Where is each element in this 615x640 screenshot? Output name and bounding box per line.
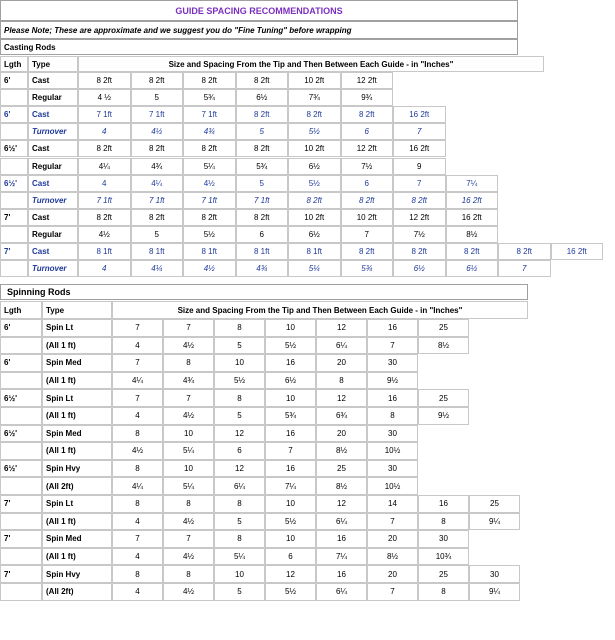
guide-spacing-cell: 16 bbox=[265, 425, 316, 443]
guide-spacing-cell: 4½ bbox=[163, 407, 214, 425]
guide-spacing-cell: 6½ bbox=[236, 89, 289, 106]
rod-length-cell bbox=[0, 477, 42, 495]
guide-spacing-cell: 8 2ft bbox=[341, 192, 394, 209]
guide-spacing-cell: 4¼ bbox=[112, 372, 163, 390]
guide-spacing-cell: 5½ bbox=[288, 123, 341, 140]
guide-spacing-cell: 10 bbox=[163, 425, 214, 443]
guide-spacing-cell: 5 bbox=[236, 175, 289, 192]
guide-spacing-cell: 12 bbox=[214, 425, 265, 443]
guide-spacing-cell: 5 bbox=[214, 513, 265, 531]
rod-type-cell: Spin Lt bbox=[42, 495, 112, 513]
rod-length-cell bbox=[0, 372, 42, 390]
guide-spacing-cell: 12 2ft bbox=[341, 140, 394, 157]
rod-length-cell: 6' bbox=[0, 354, 42, 372]
rod-length-cell: 6' bbox=[0, 319, 42, 337]
guide-spacing-cell: 10¾ bbox=[418, 548, 469, 566]
guide-spacing-cell: 7 bbox=[163, 319, 214, 337]
guide-spacing-cell: 5½ bbox=[288, 175, 341, 192]
rod-length-cell: 7' bbox=[0, 209, 28, 226]
guide-spacing-cell: 16 2ft bbox=[446, 209, 499, 226]
rod-length-cell bbox=[0, 548, 42, 566]
spinning-header-type: Type bbox=[42, 301, 112, 319]
casting-header-spacing: Size and Spacing From the Tip and Then Between Each Guide - in "Inches" bbox=[78, 56, 544, 72]
guide-spacing-cell: 7 bbox=[393, 123, 446, 140]
guide-spacing-cell: 10 bbox=[265, 389, 316, 407]
guide-spacing-cell: 4 bbox=[78, 260, 131, 277]
guide-spacing-cell: 9 bbox=[393, 158, 446, 175]
rod-type-cell: Cast bbox=[28, 243, 78, 260]
guide-spacing-cell: 4¾ bbox=[131, 158, 184, 175]
guide-spacing-cell: 7 bbox=[498, 260, 551, 277]
guide-spacing-cell: 7 1ft bbox=[131, 192, 184, 209]
guide-spacing-cell: 9¼ bbox=[469, 513, 520, 531]
rod-length-cell: 6½' bbox=[0, 460, 42, 478]
rod-length-cell: 7' bbox=[0, 243, 28, 260]
rod-length-cell bbox=[0, 260, 28, 277]
guide-spacing-cell: 8 bbox=[163, 354, 214, 372]
rod-type-cell: Spin Med bbox=[42, 354, 112, 372]
guide-spacing-cell: 8 2ft bbox=[131, 140, 184, 157]
guide-spacing-cell: 7 bbox=[112, 354, 163, 372]
guide-spacing-cell: 8 2ft bbox=[236, 209, 289, 226]
guide-spacing-cell: 8 1ft bbox=[78, 243, 131, 260]
guide-spacing-cell: 16 2ft bbox=[446, 192, 499, 209]
rod-length-cell: 6' bbox=[0, 106, 28, 123]
guide-spacing-cell: 6¼ bbox=[214, 477, 265, 495]
guide-spacing-cell: 7 bbox=[163, 530, 214, 548]
guide-spacing-cell: 8 1ft bbox=[183, 243, 236, 260]
rod-length-cell: 7' bbox=[0, 495, 42, 513]
guide-spacing-cell: 12 bbox=[316, 319, 367, 337]
guide-spacing-cell: 4¾ bbox=[163, 372, 214, 390]
guide-spacing-cell: 10 bbox=[214, 354, 265, 372]
guide-spacing-cell: 4 ½ bbox=[78, 89, 131, 106]
guide-spacing-cell: 16 bbox=[316, 565, 367, 583]
rod-type-cell: (All 2ft) bbox=[42, 583, 112, 601]
rod-type-cell: Turnover bbox=[28, 192, 78, 209]
guide-spacing-cell: 16 bbox=[367, 389, 418, 407]
guide-spacing-cell: 10 bbox=[163, 460, 214, 478]
guide-spacing-cell: 16 2ft bbox=[551, 243, 604, 260]
guide-spacing-cell: 10½ bbox=[367, 442, 418, 460]
guide-spacing-cell: 8 2ft bbox=[183, 72, 236, 89]
guide-spacing-cell: 6 bbox=[341, 123, 394, 140]
guide-spacing-cell: 4½ bbox=[163, 583, 214, 601]
guide-spacing-cell: 8 2ft bbox=[341, 243, 394, 260]
guide-spacing-cell: 8 2ft bbox=[393, 192, 446, 209]
guide-spacing-cell: 4½ bbox=[163, 337, 214, 355]
guide-spacing-cell: 4¼ bbox=[131, 260, 184, 277]
guide-spacing-cell: 6¼ bbox=[316, 513, 367, 531]
guide-spacing-cell: 30 bbox=[418, 530, 469, 548]
guide-spacing-cell: 5¼ bbox=[183, 158, 236, 175]
guide-spacing-cell: 8 2ft bbox=[78, 72, 131, 89]
guide-spacing-cell: 8 1ft bbox=[288, 243, 341, 260]
rod-type-cell: (All 1 ft) bbox=[42, 372, 112, 390]
guide-spacing-cell: 12 2ft bbox=[341, 72, 394, 89]
guide-spacing-cell: 5¼ bbox=[163, 442, 214, 460]
rod-length-cell bbox=[0, 123, 28, 140]
guide-spacing-cell: 6½ bbox=[288, 226, 341, 243]
guide-spacing-cell: 6½ bbox=[446, 260, 499, 277]
rod-length-cell bbox=[0, 583, 42, 601]
guide-spacing-cell: 8 1ft bbox=[131, 243, 184, 260]
guide-spacing-cell: 8 2ft bbox=[288, 192, 341, 209]
guide-spacing-cell: 16 2ft bbox=[393, 140, 446, 157]
guide-spacing-cell: 7¼ bbox=[316, 548, 367, 566]
guide-spacing-cell: 7 bbox=[265, 442, 316, 460]
guide-spacing-cell: 5 bbox=[214, 337, 265, 355]
guide-spacing-cell: 8 2ft bbox=[236, 72, 289, 89]
guide-spacing-cell: 6¾ bbox=[316, 407, 367, 425]
rod-type-cell: Cast bbox=[28, 175, 78, 192]
rod-length-cell: 7' bbox=[0, 530, 42, 548]
rod-type-cell: Spin Lt bbox=[42, 389, 112, 407]
guide-spacing-cell: 7 1ft bbox=[236, 192, 289, 209]
spinning-rods-heading: Spinning Rods bbox=[0, 284, 528, 300]
rod-length-cell bbox=[0, 192, 28, 209]
guide-spacing-cell: 7 bbox=[367, 337, 418, 355]
guide-spacing-cell: 8½ bbox=[446, 226, 499, 243]
guide-spacing-cell: 6 bbox=[236, 226, 289, 243]
guide-spacing-cell: 8 2ft bbox=[498, 243, 551, 260]
casting-header-type: Type bbox=[28, 56, 78, 72]
guide-spacing-cell: 10 2ft bbox=[341, 209, 394, 226]
guide-spacing-cell: 8 bbox=[316, 372, 367, 390]
guide-spacing-cell: 8 bbox=[214, 495, 265, 513]
guide-spacing-cell: 5 bbox=[131, 226, 184, 243]
guide-spacing-cell: 5 bbox=[214, 407, 265, 425]
guide-spacing-cell: 4 bbox=[112, 407, 163, 425]
guide-spacing-cell: 10 2ft bbox=[288, 140, 341, 157]
guide-spacing-cell: 6½ bbox=[265, 372, 316, 390]
guide-spacing-cell: 5¾ bbox=[236, 158, 289, 175]
page-title: GUIDE SPACING RECOMMENDATIONS bbox=[0, 0, 518, 21]
guide-spacing-cell: 8 bbox=[214, 530, 265, 548]
rod-length-cell: 6½' bbox=[0, 389, 42, 407]
rod-type-cell: Spin Med bbox=[42, 425, 112, 443]
guide-spacing-cell: 7¼ bbox=[446, 175, 499, 192]
casting-header-length: Lgth bbox=[0, 56, 28, 72]
guide-spacing-cell: 20 bbox=[316, 354, 367, 372]
rod-type-cell: Cast bbox=[28, 72, 78, 89]
guide-spacing-cell: 10 2ft bbox=[288, 209, 341, 226]
rod-length-cell bbox=[0, 158, 28, 175]
guide-spacing-cell: 6½ bbox=[393, 260, 446, 277]
guide-spacing-cell: 5¼ bbox=[163, 477, 214, 495]
guide-spacing-cell: 7 1ft bbox=[78, 192, 131, 209]
rod-length-cell: 6½' bbox=[0, 425, 42, 443]
guide-spacing-cell: 7¼ bbox=[265, 477, 316, 495]
guide-spacing-cell: 4½ bbox=[183, 175, 236, 192]
guide-spacing-cell: 8 bbox=[418, 513, 469, 531]
guide-spacing-cell: 6 bbox=[265, 548, 316, 566]
guide-spacing-cell: 25 bbox=[418, 565, 469, 583]
guide-spacing-cell: 4¼ bbox=[78, 158, 131, 175]
guide-spacing-cell: 7 bbox=[163, 389, 214, 407]
guide-spacing-cell: 6 bbox=[214, 442, 265, 460]
guide-spacing-cell: 12 bbox=[265, 565, 316, 583]
guide-spacing-cell: 5¾ bbox=[265, 407, 316, 425]
guide-spacing-cell: 25 bbox=[469, 495, 520, 513]
rod-type-cell: (All 1 ft) bbox=[42, 337, 112, 355]
guide-spacing-cell: 16 bbox=[316, 530, 367, 548]
guide-spacing-cell: 8 bbox=[418, 583, 469, 601]
rod-type-cell: Spin Hvy bbox=[42, 460, 112, 478]
guide-spacing-cell: 8 2ft bbox=[131, 209, 184, 226]
guide-spacing-cell: 8 2ft bbox=[131, 72, 184, 89]
guide-spacing-cell: 10 bbox=[265, 495, 316, 513]
guide-spacing-cell: 7 bbox=[112, 389, 163, 407]
guide-spacing-cell: 8½ bbox=[316, 442, 367, 460]
guide-spacing-cell: 8 2ft bbox=[446, 243, 499, 260]
guide-spacing-cell: 4½ bbox=[78, 226, 131, 243]
guide-spacing-cell: 7½ bbox=[393, 226, 446, 243]
rod-type-cell: Spin Lt bbox=[42, 319, 112, 337]
guide-spacing-cell: 5¾ bbox=[341, 260, 394, 277]
rod-length-cell: 6' bbox=[0, 72, 28, 89]
rod-type-cell: Regular bbox=[28, 226, 78, 243]
rod-length-cell: 6½' bbox=[0, 140, 28, 157]
guide-spacing-cell: 30 bbox=[469, 565, 520, 583]
rod-length-cell bbox=[0, 337, 42, 355]
guide-spacing-cell: 4½ bbox=[163, 548, 214, 566]
guide-spacing-cell: 12 bbox=[316, 389, 367, 407]
rod-type-cell: Regular bbox=[28, 158, 78, 175]
guide-spacing-cell: 8½ bbox=[367, 548, 418, 566]
rod-type-cell: Spin Hvy bbox=[42, 565, 112, 583]
rod-length-cell bbox=[0, 89, 28, 106]
guide-spacing-cell: 8 2ft bbox=[341, 106, 394, 123]
guide-spacing-cell: 25 bbox=[418, 389, 469, 407]
guide-spacing-cell: 16 bbox=[265, 460, 316, 478]
guide-spacing-cell: 5 bbox=[236, 123, 289, 140]
guide-spacing-cell: 7 bbox=[367, 513, 418, 531]
guide-spacing-cell: 7 1ft bbox=[183, 106, 236, 123]
guide-spacing-cell: 5¾ bbox=[183, 89, 236, 106]
guide-spacing-cell: 4½ bbox=[163, 513, 214, 531]
guide-spacing-cell: 8 bbox=[112, 460, 163, 478]
guide-spacing-cell: 4¼ bbox=[112, 477, 163, 495]
spinning-header-row bbox=[0, 301, 528, 319]
guide-spacing-cell: 16 2ft bbox=[393, 106, 446, 123]
guide-spacing-cell: 5 bbox=[131, 89, 184, 106]
guide-spacing-cell: 8 2ft bbox=[183, 140, 236, 157]
guide-spacing-cell: 8½ bbox=[418, 337, 469, 355]
guide-spacing-cell: 8 bbox=[112, 425, 163, 443]
guide-spacing-cell: 6½ bbox=[288, 158, 341, 175]
guide-spacing-cell: 8 2ft bbox=[236, 140, 289, 157]
guide-spacing-cell: 4 bbox=[78, 123, 131, 140]
guide-spacing-cell: 7 bbox=[341, 226, 394, 243]
guide-spacing-cell: 25 bbox=[316, 460, 367, 478]
guide-spacing-cell: 4¾ bbox=[183, 123, 236, 140]
guide-spacing-cell: 30 bbox=[367, 460, 418, 478]
guide-spacing-cell: 8 bbox=[163, 565, 214, 583]
guide-spacing-cell: 8 2ft bbox=[183, 209, 236, 226]
guide-spacing-cell: 4 bbox=[112, 583, 163, 601]
guide-spacing-cell: 4 bbox=[112, 337, 163, 355]
guide-spacing-cell: 9½ bbox=[367, 372, 418, 390]
rod-type-cell: Cast bbox=[28, 140, 78, 157]
casting-rods-heading: Casting Rods bbox=[0, 39, 518, 55]
guide-spacing-cell: 10 2ft bbox=[288, 72, 341, 89]
guide-spacing-cell: 30 bbox=[367, 425, 418, 443]
rod-type-cell: Cast bbox=[28, 106, 78, 123]
guide-spacing-cell: 20 bbox=[367, 565, 418, 583]
spinning-header-spacing: Size and Spacing From the Tip and Then Between Each Guide - in "Inches" bbox=[112, 301, 528, 319]
rod-length-cell bbox=[0, 442, 42, 460]
guide-spacing-cell: 8 2ft bbox=[78, 209, 131, 226]
guide-spacing-cell: 8½ bbox=[316, 477, 367, 495]
rod-type-cell: (All 1 ft) bbox=[42, 442, 112, 460]
guide-spacing-cell: 7½ bbox=[341, 158, 394, 175]
rod-type-cell: Turnover bbox=[28, 123, 78, 140]
guide-spacing-cell: 8 2ft bbox=[236, 106, 289, 123]
guide-spacing-cell: 12 bbox=[316, 495, 367, 513]
guide-spacing-cell: 7 bbox=[393, 175, 446, 192]
guide-spacing-cell: 7 bbox=[112, 319, 163, 337]
guide-spacing-cell: 8 bbox=[163, 495, 214, 513]
rod-length-cell bbox=[0, 407, 42, 425]
guide-spacing-cell: 20 bbox=[367, 530, 418, 548]
guide-spacing-cell: 4 bbox=[112, 513, 163, 531]
guide-spacing-cell: 10 bbox=[265, 530, 316, 548]
guide-spacing-cell: 5½ bbox=[265, 583, 316, 601]
guide-spacing-cell: 4 bbox=[78, 175, 131, 192]
guide-spacing-cell: 8 bbox=[214, 389, 265, 407]
guide-spacing-cell: 8 1ft bbox=[236, 243, 289, 260]
guide-spacing-cell: 8 bbox=[112, 565, 163, 583]
guide-spacing-cell: 30 bbox=[367, 354, 418, 372]
guide-spacing-cell: 9¼ bbox=[469, 583, 520, 601]
guide-spacing-cell: 6 bbox=[341, 175, 394, 192]
rod-length-cell: 6½' bbox=[0, 175, 28, 192]
guide-spacing-cell: 5½ bbox=[183, 226, 236, 243]
rod-type-cell: Spin Med bbox=[42, 530, 112, 548]
guide-spacing-cell: 9¾ bbox=[341, 89, 394, 106]
guide-spacing-cell: 7 1ft bbox=[131, 106, 184, 123]
rod-type-cell: Cast bbox=[28, 209, 78, 226]
casting-header-row bbox=[0, 56, 544, 72]
rod-type-cell: (All 1 ft) bbox=[42, 548, 112, 566]
guide-spacing-cell: 5¼ bbox=[288, 260, 341, 277]
guide-spacing-cell: 10½ bbox=[367, 477, 418, 495]
guide-spacing-cell: 8 bbox=[367, 407, 418, 425]
rod-type-cell: Turnover bbox=[28, 260, 78, 277]
guide-spacing-cell: 4¾ bbox=[236, 260, 289, 277]
guide-spacing-cell: 6¼ bbox=[316, 583, 367, 601]
guide-spacing-cell: 7 bbox=[112, 530, 163, 548]
rod-length-cell bbox=[0, 226, 28, 243]
guide-spacing-cell: 5½ bbox=[265, 513, 316, 531]
guide-spacing-cell: 9½ bbox=[418, 407, 469, 425]
guide-spacing-cell: 16 bbox=[367, 319, 418, 337]
guide-spacing-cell: 7 1ft bbox=[78, 106, 131, 123]
guide-spacing-cell: 16 bbox=[265, 354, 316, 372]
guide-spacing-cell: 25 bbox=[418, 319, 469, 337]
guide-spacing-cell: 8 2ft bbox=[78, 140, 131, 157]
guide-spacing-cell: 5½ bbox=[265, 337, 316, 355]
rod-length-cell: 7' bbox=[0, 565, 42, 583]
guide-spacing-cell: 7 1ft bbox=[183, 192, 236, 209]
guide-spacing-cell: 20 bbox=[316, 425, 367, 443]
rod-type-cell: (All 1 ft) bbox=[42, 513, 112, 531]
rod-type-cell: (All 1 ft) bbox=[42, 407, 112, 425]
fine-tuning-note: Please Note; These are approximate and we suggest you do "Fine Tuning" before wrapping bbox=[0, 21, 518, 39]
guide-spacing-cell: 10 bbox=[265, 319, 316, 337]
guide-spacing-cell: 8 2ft bbox=[393, 243, 446, 260]
guide-spacing-cell: 6¼ bbox=[316, 337, 367, 355]
guide-spacing-cell: 5½ bbox=[214, 372, 265, 390]
rod-length-cell bbox=[0, 513, 42, 531]
guide-spacing-cell: 8 2ft bbox=[288, 106, 341, 123]
guide-spacing-cell: 5¼ bbox=[214, 548, 265, 566]
guide-spacing-cell: 5 bbox=[214, 583, 265, 601]
guide-spacing-cell: 8 bbox=[112, 495, 163, 513]
guide-spacing-cell: 10 bbox=[214, 565, 265, 583]
guide-spacing-cell: 4½ bbox=[131, 123, 184, 140]
guide-spacing-cell: 7 bbox=[367, 583, 418, 601]
guide-spacing-cell: 4½ bbox=[112, 442, 163, 460]
guide-spacing-cell: 7¾ bbox=[288, 89, 341, 106]
guide-spacing-cell: 14 bbox=[367, 495, 418, 513]
rod-type-cell: (All 2ft) bbox=[42, 477, 112, 495]
guide-spacing-cell: 12 bbox=[214, 460, 265, 478]
spinning-header-length: Lgth bbox=[0, 301, 42, 319]
guide-spacing-cell: 4¼ bbox=[131, 175, 184, 192]
guide-spacing-cell: 8 bbox=[214, 319, 265, 337]
guide-spacing-cell: 4½ bbox=[183, 260, 236, 277]
rod-type-cell: Regular bbox=[28, 89, 78, 106]
guide-spacing-cell: 16 bbox=[418, 495, 469, 513]
guide-spacing-cell: 12 2ft bbox=[393, 209, 446, 226]
guide-spacing-cell: 4 bbox=[112, 548, 163, 566]
